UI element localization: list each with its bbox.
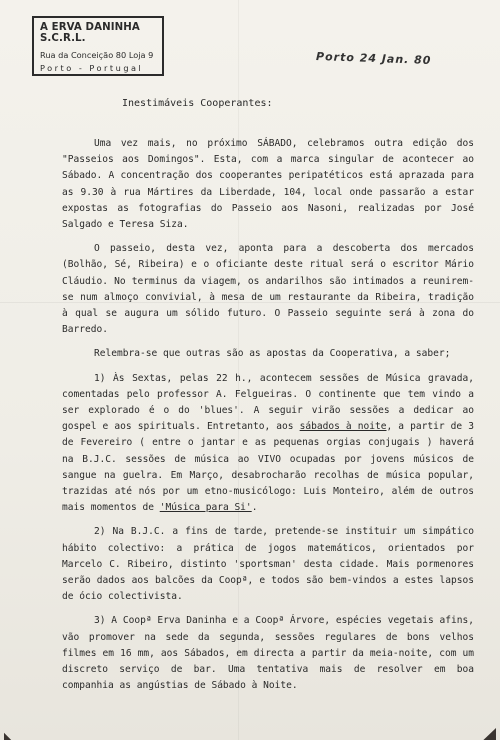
stamp-name: A ERVA DANINHA S.C.R.L. bbox=[40, 22, 140, 44]
letter-body bbox=[62, 136, 474, 703]
stamp-city: Porto - Portugal bbox=[40, 63, 144, 73]
torn-corner-left bbox=[4, 728, 22, 740]
paragraph-passeio-mercados: O passeio, desta vez, aponta para a descoberta dos mercados (Bolhão, Sé, Ribeira) e o oficiante deste ritual será o escritor Mário Cláudio. No terminus da viagem, os andarilhos são intimados a reunirem-se num almoço convivial, à mesa de um restaurante da Ribeira, tradição à qual se augura um sólido futuro. O Passeio seguinte será à zona do Barredo. bbox=[62, 243, 474, 336]
item-1-text-b: , a partir de 3 de Fevereiro ( entre o jantar e as pequenas orgias conjugais ) haverá na B.J.C. sessões de música ao VIVO ocupadas por jovens músicos de sangue na guelra. Em Março, desabrocharão recolhas de música popular, trazidas até nós por um etno-musicólogo: Luis Monteiro, além de outros mais momentos de bbox=[62, 421, 475, 514]
salutation: Inestimáveis Cooperantes: bbox=[122, 98, 273, 109]
paragraph-apostas-intro: Relembra-se que outras são as apostas da Cooperativa, a saber; bbox=[94, 348, 451, 360]
letter-date: Porto 24 Jan. 80 bbox=[315, 49, 432, 68]
stamp-address: Rua da Conceição 80 Loja 9 bbox=[40, 50, 154, 60]
paragraph-item-1-musica bbox=[62, 371, 474, 517]
item-1-text-c: . bbox=[251, 502, 258, 514]
paragraph-item-3-filmes: 3) A Coopª Erva Daninha e a Coopª Árvore, espécies vegetais afins, vão promover na sede da segunda, sessões regulares de bons velhos filmes em 16 mm, aos Sábados, em directa a partir da meia-noite, com um discreto serviço de bar. Uma tentativa mais de resolver em boa companhia as angústias de Sábado à Noite. bbox=[62, 615, 474, 692]
paragraph-passeio-intro: Uma vez mais, no próximo SÁBADO, celebramos outra edição dos "Passeios aos Domingos". Esta, com a marca singular de acontecer ao Sábado. A concentração dos cooperantes peripatéticos está aprazada para as 9.30 à rua Mártires da Liberdade, 104, local onde passarão a estar expostas as fotografias do Passeio aos Nasoni, realizadas por José Salgado e Teresa Siza. bbox=[62, 138, 474, 231]
item-1-underlined-sabados: sábados à noite bbox=[299, 421, 387, 433]
item-1-underlined-musica-para-si: 'Música para Si' bbox=[159, 502, 252, 514]
cooperative-stamp bbox=[32, 16, 164, 76]
item-1-text-a: 1) Às Sextas, pelas 22 h., acontecem sessões de Música gravada, comentadas pelo professor A. Felgueiras. O continente que tem vindo a ser explorado é o do 'blues'. A seguir virão sessões a dedicar ao gospel e aos spirituals. Entretanto, aos bbox=[62, 372, 474, 433]
paragraph-item-2-jogos: 2) Na B.J.C. a fins de tarde, pretende-se instituir um simpático hábito colectivo: a prática de jogos matemáticos, orientados por Marcelo C. Ribeiro, distinto 'sportsman' desta cidade. Mais pormenores serão dados aos balcões da Coopª, e todos são bem-vindos a estes lapsos de ócio colectivista. bbox=[62, 526, 474, 603]
torn-corner-right bbox=[478, 728, 496, 740]
